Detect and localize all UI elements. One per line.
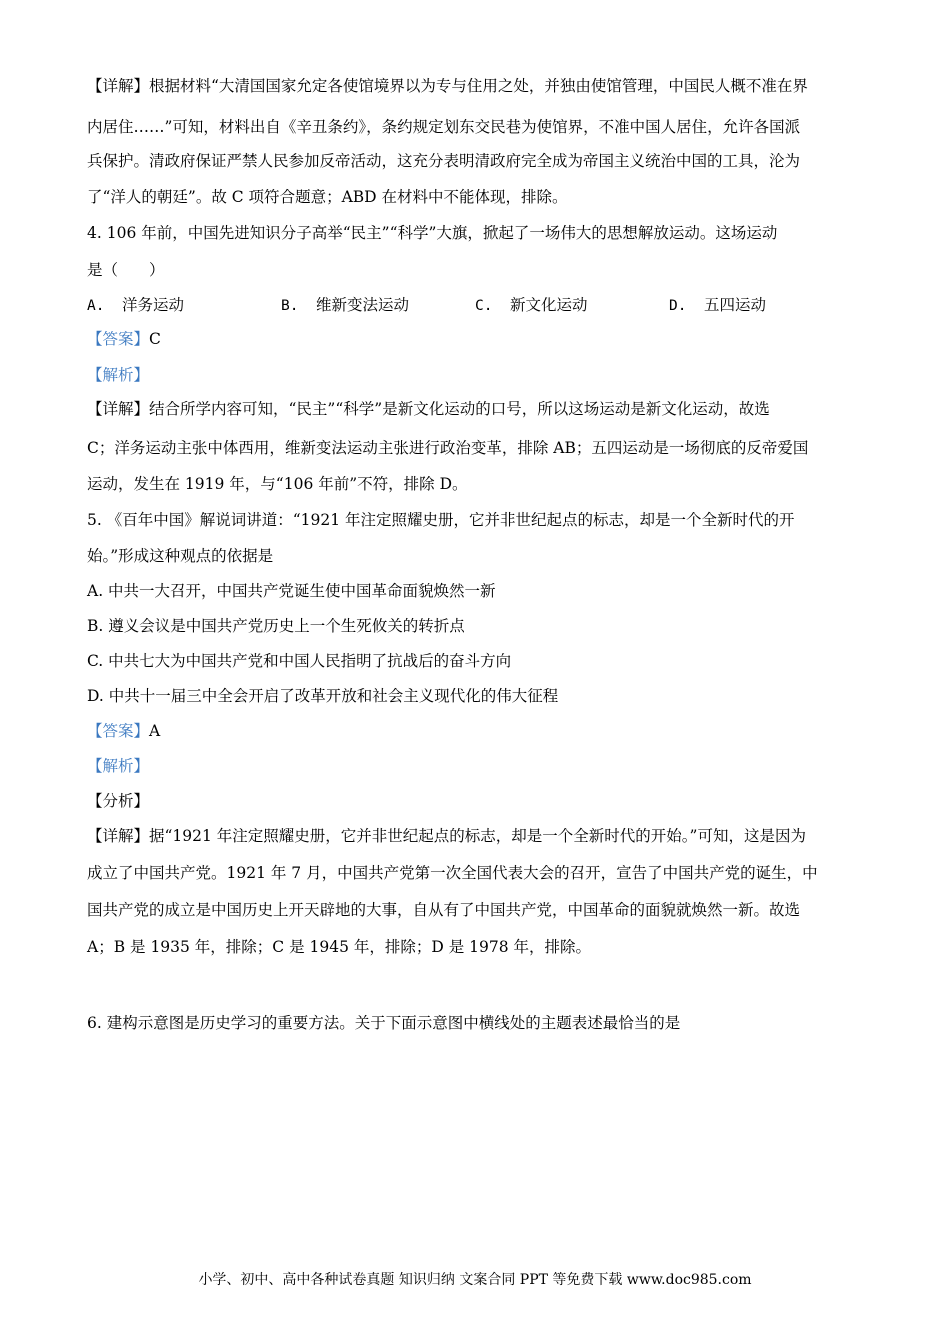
q5-option-b: B. 遵义会议是中国共产党历史上一个生死攸关的转折点 <box>87 617 465 635</box>
q5-fenxi-label: 【分析】 <box>87 792 150 810</box>
q4-detail-line-2: C；洋务运动主张中体西用，维新变法运动主张进行政治变革，排除 AB；五四运动是一场彻底的反帝爱国 <box>87 439 809 457</box>
q4-option-a <box>87 294 184 317</box>
option-text: 维新变法运动 <box>315 296 409 314</box>
q5-answer <box>87 720 160 742</box>
option-text: 五四运动 <box>703 296 766 314</box>
answer-value: C <box>149 330 161 348</box>
q4-detail-line-1: 【详解】结合所学内容可知，“民主”“科学”是新文化运动的口号，所以这场运动是新文化运动，故选 <box>87 400 770 418</box>
option-text: 新文化运动 <box>509 296 588 314</box>
q4-option-c <box>475 294 587 317</box>
answer-value: A <box>149 722 161 740</box>
q5-detail-line-1: 【详解】据“1921 年注定照耀史册，它并非世纪起点的标志，却是一个全新时代的开始。”可知，这是因为 <box>87 827 806 845</box>
option-letter: C. <box>475 298 493 314</box>
q4-options <box>87 294 867 316</box>
option-letter: A. <box>87 298 105 314</box>
q5-detail-line-4: A；B 是 1935 年，排除；C 是 1945 年，排除；D 是 1978 年，排除。 <box>87 938 592 956</box>
q5-detail-line-2: 成立了中国共产党。1921 年 7 月，中国共产党第一次全国代表大会的召开，宣告了中国共产党的诞生，中 <box>87 864 818 882</box>
q5-option-c: C. 中共七大为中国共产党和中国人民指明了抗战后的奋斗方向 <box>87 652 512 670</box>
answer-label: 【答案】 <box>87 722 150 740</box>
q4-analysis-label: 【解析】 <box>87 366 150 384</box>
q5-option-d: D. 中共十一届三中全会开启了改革开放和社会主义现代化的伟大征程 <box>87 687 559 705</box>
q4-detail-line-3: 运动，发生在 1919 年，与“106 年前”不符，排除 D。 <box>87 475 468 493</box>
q3-detail-line-3: 兵保护。清政府保证严禁人民参加反帝活动，这充分表明清政府完全成为帝国主义统治中国的工具，沦为 <box>87 152 801 170</box>
q5-detail-line-3: 国共产党的成立是中国历史上开天辟地的大事，自从有了中国共产党，中国革命的面貌就焕然一新。故选 <box>87 901 801 919</box>
q3-detail-line-1: 【详解】根据材料“大清国国家允定各使馆境界以为专与住用之处，并独由使馆管理，中国民人概不准在界 <box>87 77 808 95</box>
q5-stem-line-1: 5. 《百年中国》解说词讲道：“1921 年注定照耀史册，它并非世纪起点的标志，却是一个全新时代的开 <box>87 511 795 529</box>
q3-detail-line-2: 内居住……”可知，材料出自《辛丑条约》，条约规定划东交民巷为使馆界，不准中国人居住，允许各国派 <box>87 118 801 136</box>
q6-stem: 6. 建构示意图是历史学习的重要方法。关于下面示意图中横线处的主题表述最恰当的是 <box>87 1014 681 1032</box>
answer-label: 【答案】 <box>87 330 150 348</box>
q4-option-b <box>281 294 409 317</box>
option-letter: B. <box>281 298 299 314</box>
q5-analysis-label: 【解析】 <box>87 757 150 775</box>
page-footer: 小学、初中、高中各种试卷真题 知识归纳 文案合同 PPT 等免费下载 www.doc985.com <box>198 1272 752 1288</box>
q4-option-d <box>669 294 766 317</box>
q4-stem-line-1: 4. 106 年前，中国先进知识分子高举“民主”“科学”大旗，掀起了一场伟大的思想解放运动。这场运动 <box>87 224 778 242</box>
q4-stem-line-2: 是（ ） <box>87 261 165 279</box>
q5-stem-line-2: 始。”形成这种观点的依据是 <box>87 547 274 565</box>
option-text: 洋务运动 <box>121 296 184 314</box>
q5-option-a: A. 中共一大召开，中国共产党诞生使中国革命面貌焕然一新 <box>87 582 496 600</box>
q3-detail-line-4: 了“洋人的朝廷”。故 C 项符合题意；ABD 在材料中不能体现，排除。 <box>87 188 568 206</box>
q4-answer <box>87 328 161 350</box>
option-letter: D. <box>669 298 687 314</box>
